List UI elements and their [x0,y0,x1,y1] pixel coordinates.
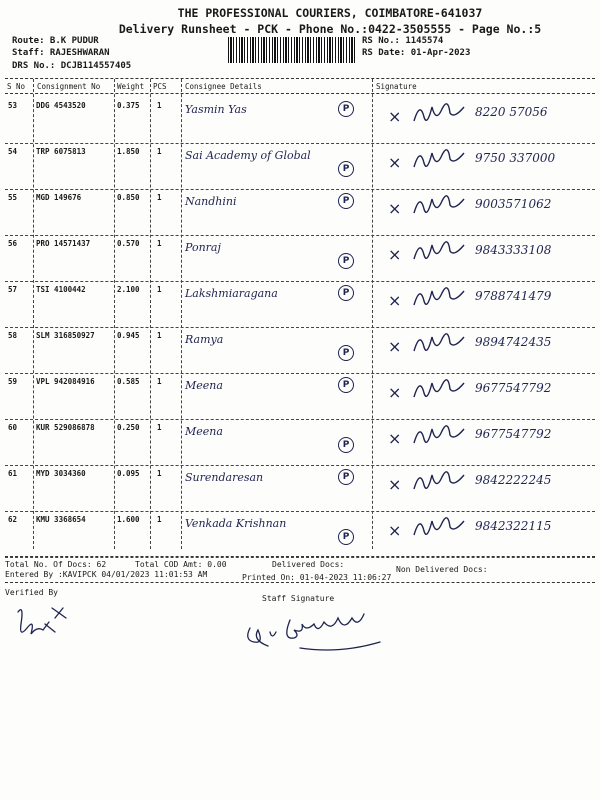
row-pcs: 1 [157,147,162,156]
row-sno: 54 [8,147,18,156]
company-title: THE PROFESSIONAL COURIERS, COIMBATORE-641037 [177,6,483,20]
sign-cross-icon: × [388,521,402,540]
row-phone: 9842222245 [475,473,552,487]
row-sno: 59 [8,377,18,386]
row-sno: 53 [8,101,18,110]
row-phone: 9003571062 [475,197,552,211]
col-pcs: PCS [153,82,167,91]
row-pcs: 1 [157,515,162,524]
row-consignment-no: KMU 3368654 [36,515,86,524]
row-sno: 58 [8,331,18,340]
row-pcs: 1 [157,239,162,248]
entered-by: Entered By :KAVIPCK 04/01/2023 11:01:53 AM [5,570,208,579]
row-sno: 55 [8,193,18,202]
route-label: Route: B.K PUDUR [12,36,99,46]
row-consignment-no: DDG 4543520 [36,101,86,110]
sign-cross-icon: × [388,245,402,264]
row-consignment-no: VPL 942084916 [36,377,95,386]
col-signature: Signature [376,82,417,91]
sign-cross-icon: × [388,199,402,218]
sign-cross-icon: × [388,153,402,172]
row-pcs: 1 [157,101,162,110]
verified-signature [18,608,66,634]
row-pcs: 1 [157,469,162,478]
row-phone: 9842322115 [475,519,552,533]
delivered-mark-icon: P [338,529,354,545]
row-consignee: Venkada Krishnan [185,517,287,530]
total-cod: Total COD Amt: 0.00 [135,560,227,569]
row-sno: 62 [8,515,18,524]
row-consignment-no: PRO 14571437 [36,239,91,248]
row-consignee: Meena [185,425,223,438]
col-consignee: Consignee Details [185,82,262,91]
sign-cross-icon: × [388,475,402,494]
row-consignment-no: TRP 6075813 [36,147,86,156]
row-consignee: Nandhini [185,195,237,208]
row-weight: 0.095 [117,469,140,478]
row-consignment-no: SLM 316850927 [36,331,95,340]
delivered-mark-icon: P [338,193,354,209]
row-consignment-no: TSI 4100442 [36,285,86,294]
delivered-mark-icon: P [338,437,354,453]
row-phone: 9677547792 [475,381,552,395]
non-delivered-docs: Non Delivered Docs: [396,565,488,574]
row-weight: 0.570 [117,239,140,248]
row-sno: 57 [8,285,18,294]
delivered-mark-icon: P [338,161,354,177]
row-weight: 0.585 [117,377,140,386]
row-weight: 0.850 [117,193,140,202]
row-consignee: Meena [185,379,223,392]
delivered-mark-icon: P [338,469,354,485]
sign-cross-icon: × [388,429,402,448]
row-weight: 2.100 [117,285,140,294]
row-weight: 0.945 [117,331,140,340]
staff-label: Staff: RAJESHWARAN [12,48,110,58]
row-consignment-no: KUR 529086878 [36,423,95,432]
total-docs: Total No. Of Docs: 62 [5,560,107,569]
col-consignment: Consignment No [37,82,101,91]
delivered-docs: Delivered Docs: [272,560,345,569]
row-pcs: 1 [157,423,162,432]
col-weight: Weight [117,82,145,91]
row-weight: 0.375 [117,101,140,110]
rs-number: RS No.: 1145574 [362,36,444,46]
delivered-mark-icon: P [338,345,354,361]
sign-cross-icon: × [388,291,402,310]
sign-cross-icon: × [388,337,402,356]
printed-on: Printed On: 01-04-2023 11:06:27 [242,573,392,582]
row-pcs: 1 [157,331,162,340]
row-consignee: Ramya [185,333,224,346]
row-pcs: 1 [157,285,162,294]
runsheet-subtitle: Delivery Runsheet - PCK - Phone No.:0422-3505555 - Page No.:5 [118,22,542,36]
drs-label: DRS No.: DCJB114557405 [12,61,132,71]
verified-by: Verified By [5,588,58,597]
delivered-mark-icon: P [338,377,354,393]
sign-cross-icon: × [388,383,402,402]
row-phone: 9843333108 [475,243,552,257]
row-consignee: Ponraj [185,241,221,254]
delivered-mark-icon: P [338,101,354,117]
row-sno: 60 [8,423,18,432]
row-consignee: Yasmin Yas [185,103,247,116]
row-pcs: 1 [157,377,162,386]
row-pcs: 1 [157,193,162,202]
sign-cross-icon: × [388,107,402,126]
row-phone: 9788741479 [475,289,552,303]
row-sno: 61 [8,469,18,478]
row-sno: 56 [8,239,18,248]
delivered-mark-icon: P [338,285,354,301]
row-weight: 1.850 [117,147,140,156]
row-weight: 1.600 [117,515,140,524]
delivered-mark-icon: P [338,253,354,269]
rs-date: RS Date: 01-Apr-2023 [362,48,471,58]
row-consignee: Lakshmiaragana [185,287,278,300]
row-phone: 9894742435 [475,335,552,349]
row-consignee: Sai Academy of Global [185,149,311,162]
row-phone: 9750 337000 [475,151,556,165]
row-consignee: Surendaresan [185,471,264,484]
row-weight: 0.250 [117,423,140,432]
row-consignment-no: MYD 3034360 [36,469,86,478]
row-consignment-no: MGD 149676 [36,193,82,202]
staff-signature-label: Staff Signature [262,594,335,603]
row-phone: 9677547792 [475,427,552,441]
col-sno: S No [7,82,26,91]
row-phone: 8220 57056 [475,105,548,119]
